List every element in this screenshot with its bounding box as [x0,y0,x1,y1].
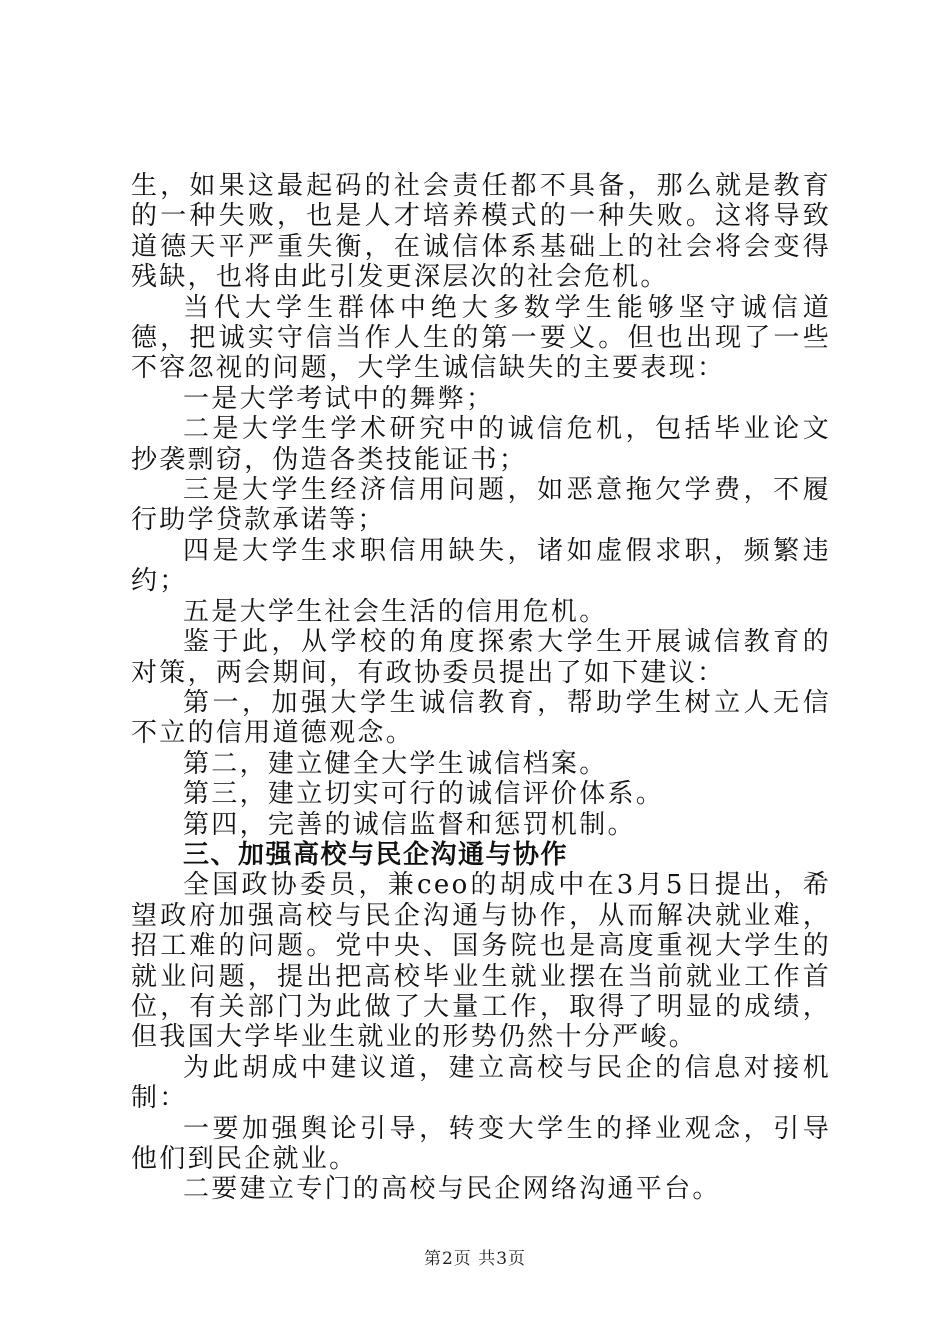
paragraph: 一是大学考试中的舞弊； [183,383,495,414]
paragraph: 当代大学生群体中绝大多数学生能够坚守诚信道德，把诚实守信当作人生的第一要义。但也出现了一些不容忽视的问题，大学生诚信缺失的主要表现： [131,292,831,384]
paragraph: 一要加强舆论引导，转变大学生的择业观念，引导他们到民企就业。 [131,1113,831,1174]
paragraph: 为此胡成中建议道，建立高校与民企的信息对接机制： [131,1052,831,1114]
section-heading: 三、加强高校与民企沟通与协作 [183,839,569,870]
paragraph: 生，如果这最起码的社会责任都不具备，那么就是教育的一种失败，也是人才培养模式的一种失败。这将导致道德天平严重失衡，在诚信体系基础上的社会将会变得残缺，也将由此引发更深层次的社会危机。 [131,171,831,293]
document-body [131,171,831,1205]
paragraph: 二要建立专门的高校与民企网络沟通平台。 [183,1174,721,1205]
paragraph: 第二，建立健全大学生诚信档案。 [183,748,608,779]
paragraph: 第四，完善的诚信监督和惩罚机制。 [183,809,636,840]
paragraph: 三是大学生经济信用问题，如恶意拖欠学费，不履行助学贷款承诺等； [131,475,831,536]
paragraph: 鉴于此，从学校的角度探索大学生开展诚信教育的对策，两会期间，有政协委员提出了如下建议： [131,627,831,688]
page-number-footer: 第2页 共3页 [423,1249,527,1269]
paragraph: 二是大学生学术研究中的诚信危机，包括毕业论文抄袭剽窃，伪造各类技能证书； [131,414,831,475]
paragraph: 第三，建立切实可行的诚信评价体系。 [183,779,665,810]
paragraph: 四是大学生求职信用缺失，诸如虚假求职，频繁违约； [131,535,831,597]
paragraph: 第一，加强大学生诚信教育，帮助学生树立人无信不立的信用道德观念。 [131,687,831,749]
paragraph: 全国政协委员，兼ceo的胡成中在3月5日提出，希望政府加强高校与民企沟通与协作，从而解决就业难，招工难的问题。党中央、国务院也是高度重视大学生的就业问题，提出把高校毕业生就业摆在当前就业工作首位，有关部门为此做了大量工作，取得了明显的成绩，但我国大学毕业生就业的形势仍然十分严峻。 [131,870,831,1053]
paragraph: 五是大学生社会生活的信用危机。 [183,596,608,627]
